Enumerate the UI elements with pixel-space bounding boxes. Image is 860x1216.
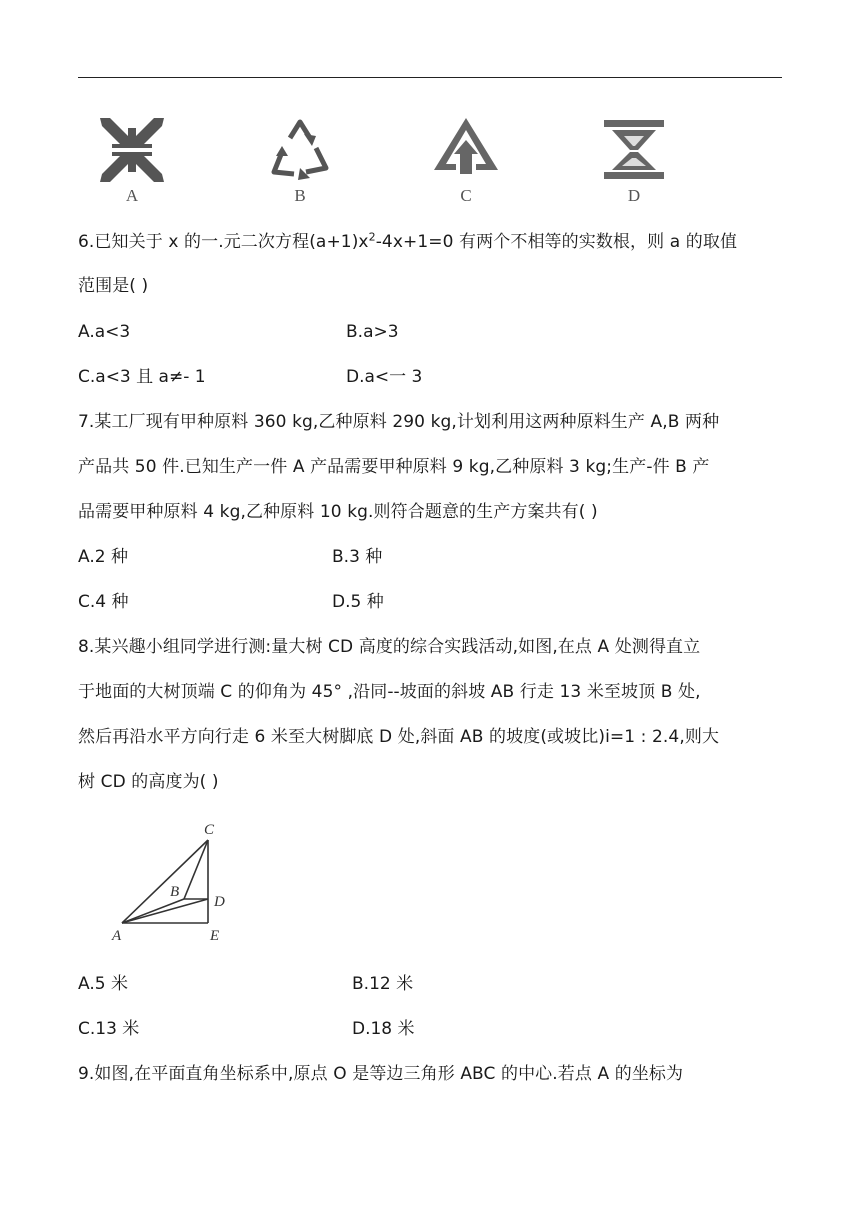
arrows-inward-icon — [92, 112, 172, 208]
q9-stem-line-1: 9.如图,在平面直角坐标系中,原点 O 是等边三角形 ABC 的中心.若点 A 的坐标为 — [78, 1064, 684, 1084]
header-rule — [78, 77, 782, 78]
q6-option-a: A.a<3 — [78, 322, 131, 342]
q7-option-a: A.2 种 — [78, 547, 128, 567]
q6-option-b: B.a>3 — [346, 322, 399, 342]
q7-option-d: D.5 种 — [332, 592, 384, 612]
recycle-icon — [260, 112, 340, 208]
q8-stem-line-3: 然后再沿水平方向行走 6 米至大树脚底 D 处,斜面 AB 的坡度(或坡比)i=1 : 2.4,则大 — [78, 727, 720, 747]
figure-label-d: D — [214, 894, 225, 910]
q8-stem-line-2: 于地面的大树顶端 C 的仰角为 45° ,沿同--坡面的斜坡 AB 行走 13 米至坡顶 B 处, — [78, 682, 701, 702]
icon-label-b: B — [294, 186, 306, 205]
hourglass-icon — [594, 112, 674, 208]
q7-stem-line-3: 品需要甲种原料 4 kg,乙种原料 10 kg.则符合题意的生产方案共有( ) — [78, 502, 598, 522]
q6-stem-line-2: 范围是( ) — [78, 276, 149, 296]
q8-stem-line-4: 树 CD 的高度为( ) — [78, 772, 219, 792]
slope-tree-diagram — [108, 818, 248, 948]
symbol-figures — [0, 112, 860, 212]
icon-label-c: C — [460, 186, 472, 205]
icon-label-d: D — [627, 186, 641, 205]
q7-option-c: C.4 种 — [78, 592, 129, 612]
q7-stem-line-2: 产品共 50 件.已知生产一件 A 产品需要甲种原料 9 kg,乙种原料 3 kg;生产-件 B 产 — [78, 457, 710, 477]
q6-option-d: D.a<一 3 — [346, 367, 423, 387]
figure-label-c: C — [204, 822, 215, 838]
triangle-arrow-icon — [426, 112, 506, 208]
figure-label-a: A — [112, 928, 122, 944]
figure-label-b: B — [170, 884, 180, 900]
q7-option-b: B.3 种 — [332, 547, 383, 567]
q6-option-c: C.a<3 且 a≠- 1 — [78, 367, 206, 387]
q6-stem-line-1: 6.已知关于 x 的一.元二次方程$(a+1)x^2-4x+1=0$ 有两个不相等的实数根，则 a 的取值 — [78, 230, 738, 252]
q8-option-a: A.5 米 — [78, 974, 128, 994]
figure-label-e: E — [210, 928, 220, 944]
q7-stem-line-1: 7.某工厂现有甲种原料 360 kg,乙种原料 290 kg,计划利用这两种原料生产 A,B 两种 — [78, 412, 720, 432]
q8-option-d: D.18 米 — [352, 1019, 415, 1039]
q8-stem-line-1: 8.某兴趣小组同学进行测:量大树 CD 高度的综合实践活动,如图,在点 A 处测得直立 — [78, 637, 701, 657]
icon-label-a: A — [125, 186, 139, 205]
q8-option-c: C.13 米 — [78, 1019, 140, 1039]
q8-option-b: B.12 米 — [352, 974, 414, 994]
